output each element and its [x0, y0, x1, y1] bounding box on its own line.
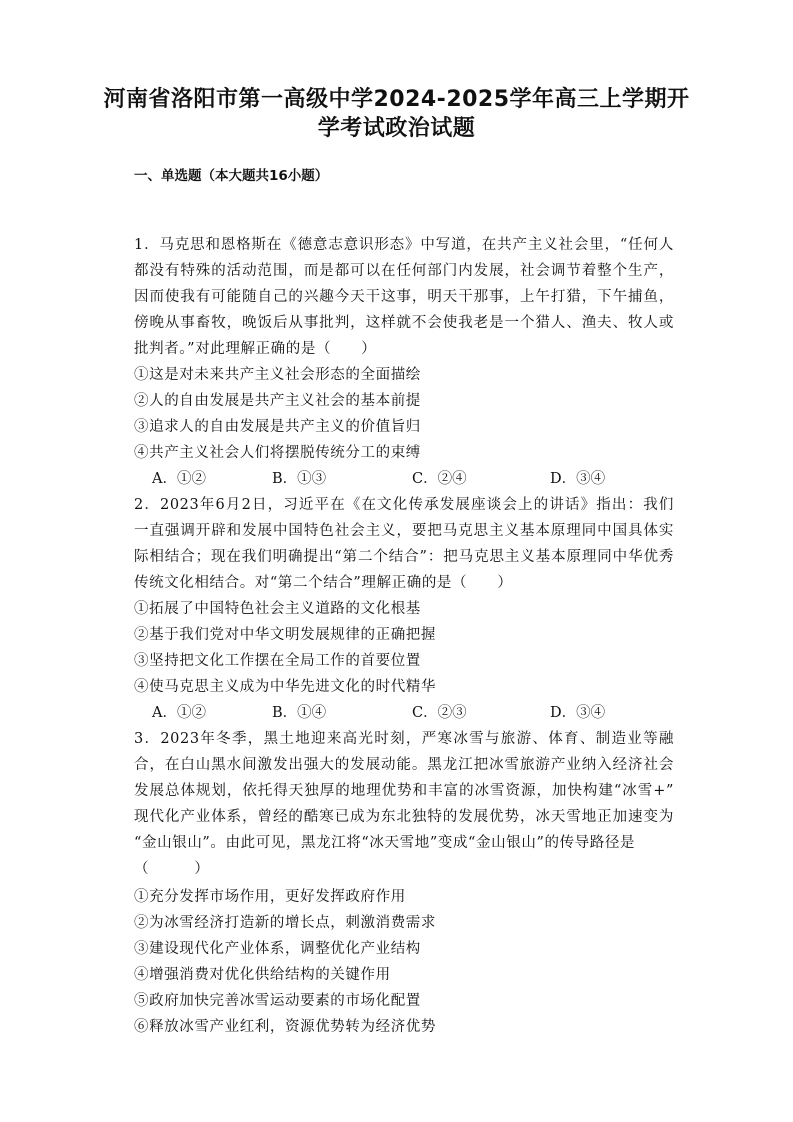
statement-option: ⑤政府加快完善冰雪运动要素的市场化配置 [134, 993, 421, 1009]
statement-option: ⑥释放冰雪产业红利，资源优势转为经济优势 [134, 1019, 436, 1035]
statement-option: ④使马克思主义成为中华先进文化的时代精华 [134, 679, 436, 695]
statement-option: ④增强消费对优化供给结构的关键作用 [134, 967, 391, 983]
question-text-line: 发展总体规划，依托得天独厚的地理优势和丰富的冰雪资源，加快构建“冰雪+” [134, 783, 674, 799]
statement-option: ①这是对未来共产主义社会形态的全面描绘 [134, 367, 421, 383]
statement-option: ②基于我们党对中华文明发展规律的正确把握 [134, 627, 436, 643]
question-text-line: （ ） [134, 861, 210, 877]
statement-option: ③坚持把文化工作摆在全局工作的首要位置 [134, 653, 421, 669]
statement-option: ②为冰雪经济打造新的增长点，刺激消费需求 [134, 915, 436, 931]
question-text-line: 都没有特殊的活动范围，而是都可以在任何部门内发展，社会调节着整个生产， [134, 263, 674, 279]
statement-option: ③追求人的自由发展是共产主义的价值旨归 [134, 419, 421, 435]
question-text-line: 傍晚从事畜牧，晚饭后从事批判，这样就不会使我老是一个猎人、渔夫、牧人或 [134, 315, 674, 331]
choice-d[interactable]: D．③④ [550, 705, 606, 721]
statement-option: ①拓展了中国特色社会主义道路的文化根基 [134, 601, 421, 617]
question-text-line: 传统文化相结合。对“第二个结合”理解正确的是（ ） [134, 575, 513, 591]
choice-b[interactable]: B．①③ [272, 471, 327, 487]
document-title-line2: 学考试政治试题 [317, 116, 476, 141]
choice-d[interactable]: D．③④ [550, 471, 606, 487]
choice-a[interactable]: A．①② [152, 471, 206, 487]
question-text-line: 际相结合；现在我们明确提出“第二个结合”：把马克思主义基本原理同中华优秀 [134, 549, 674, 565]
question-text-line: 1．马克思和恩格斯在《德意志意识形态》中写道，在共产主义社会里，“任何人 [134, 237, 674, 253]
question-text-line: 因而使我有可能随自己的兴趣今天干这事，明天干那事，上午打猎，下午捕鱼， [134, 289, 674, 305]
choice-a[interactable]: A．①② [152, 705, 206, 721]
choice-c[interactable]: C．②③ [412, 705, 467, 721]
question-text-line: 2．2023年6月2日，习近平在《在文化传承发展座谈会上的讲话》指出：我们 [134, 497, 674, 513]
document-title-line1: 河南省洛阳市第一高级中学2024-2025学年高三上学期开 [103, 87, 690, 112]
question-text-line: 一直强调开辟和发展中国特色社会主义，要把马克思主义基本原理同中国具体实 [134, 523, 674, 539]
statement-option: ③建设现代化产业体系，调整优化产业结构 [134, 941, 421, 957]
question-text-line: 合，在白山黑水间激发出强大的发展动能。黑龙江把冰雪旅游产业纳入经济社会 [134, 757, 674, 773]
choice-b[interactable]: B．①④ [272, 705, 327, 721]
question-text-line: “金山银山”。由此可见，黑龙江将“冰天雪地”变成“金山银山”的传导路径是 [134, 835, 636, 851]
question-text-line: 3．2023年冬季，黑土地迎来高光时刻，严寒冰雪与旅游、体育、制造业等融 [134, 731, 674, 747]
statement-option: ①充分发挥市场作用，更好发挥政府作用 [134, 889, 406, 905]
question-text-line: 批判者。”对此理解正确的是（ ） [134, 341, 377, 357]
statement-option: ④共产主义社会人们将摆脱传统分工的束缚 [134, 445, 421, 461]
statement-option: ②人的自由发展是共产主义社会的基本前提 [134, 393, 421, 409]
choice-c[interactable]: C．②④ [412, 471, 467, 487]
section-heading: 一、单选题（本大题共16小题） [134, 168, 329, 184]
question-text-line: 现代化产业体系，曾经的酷寒已成为东北独特的发展优势，冰天雪地正加速变为 [134, 809, 674, 825]
